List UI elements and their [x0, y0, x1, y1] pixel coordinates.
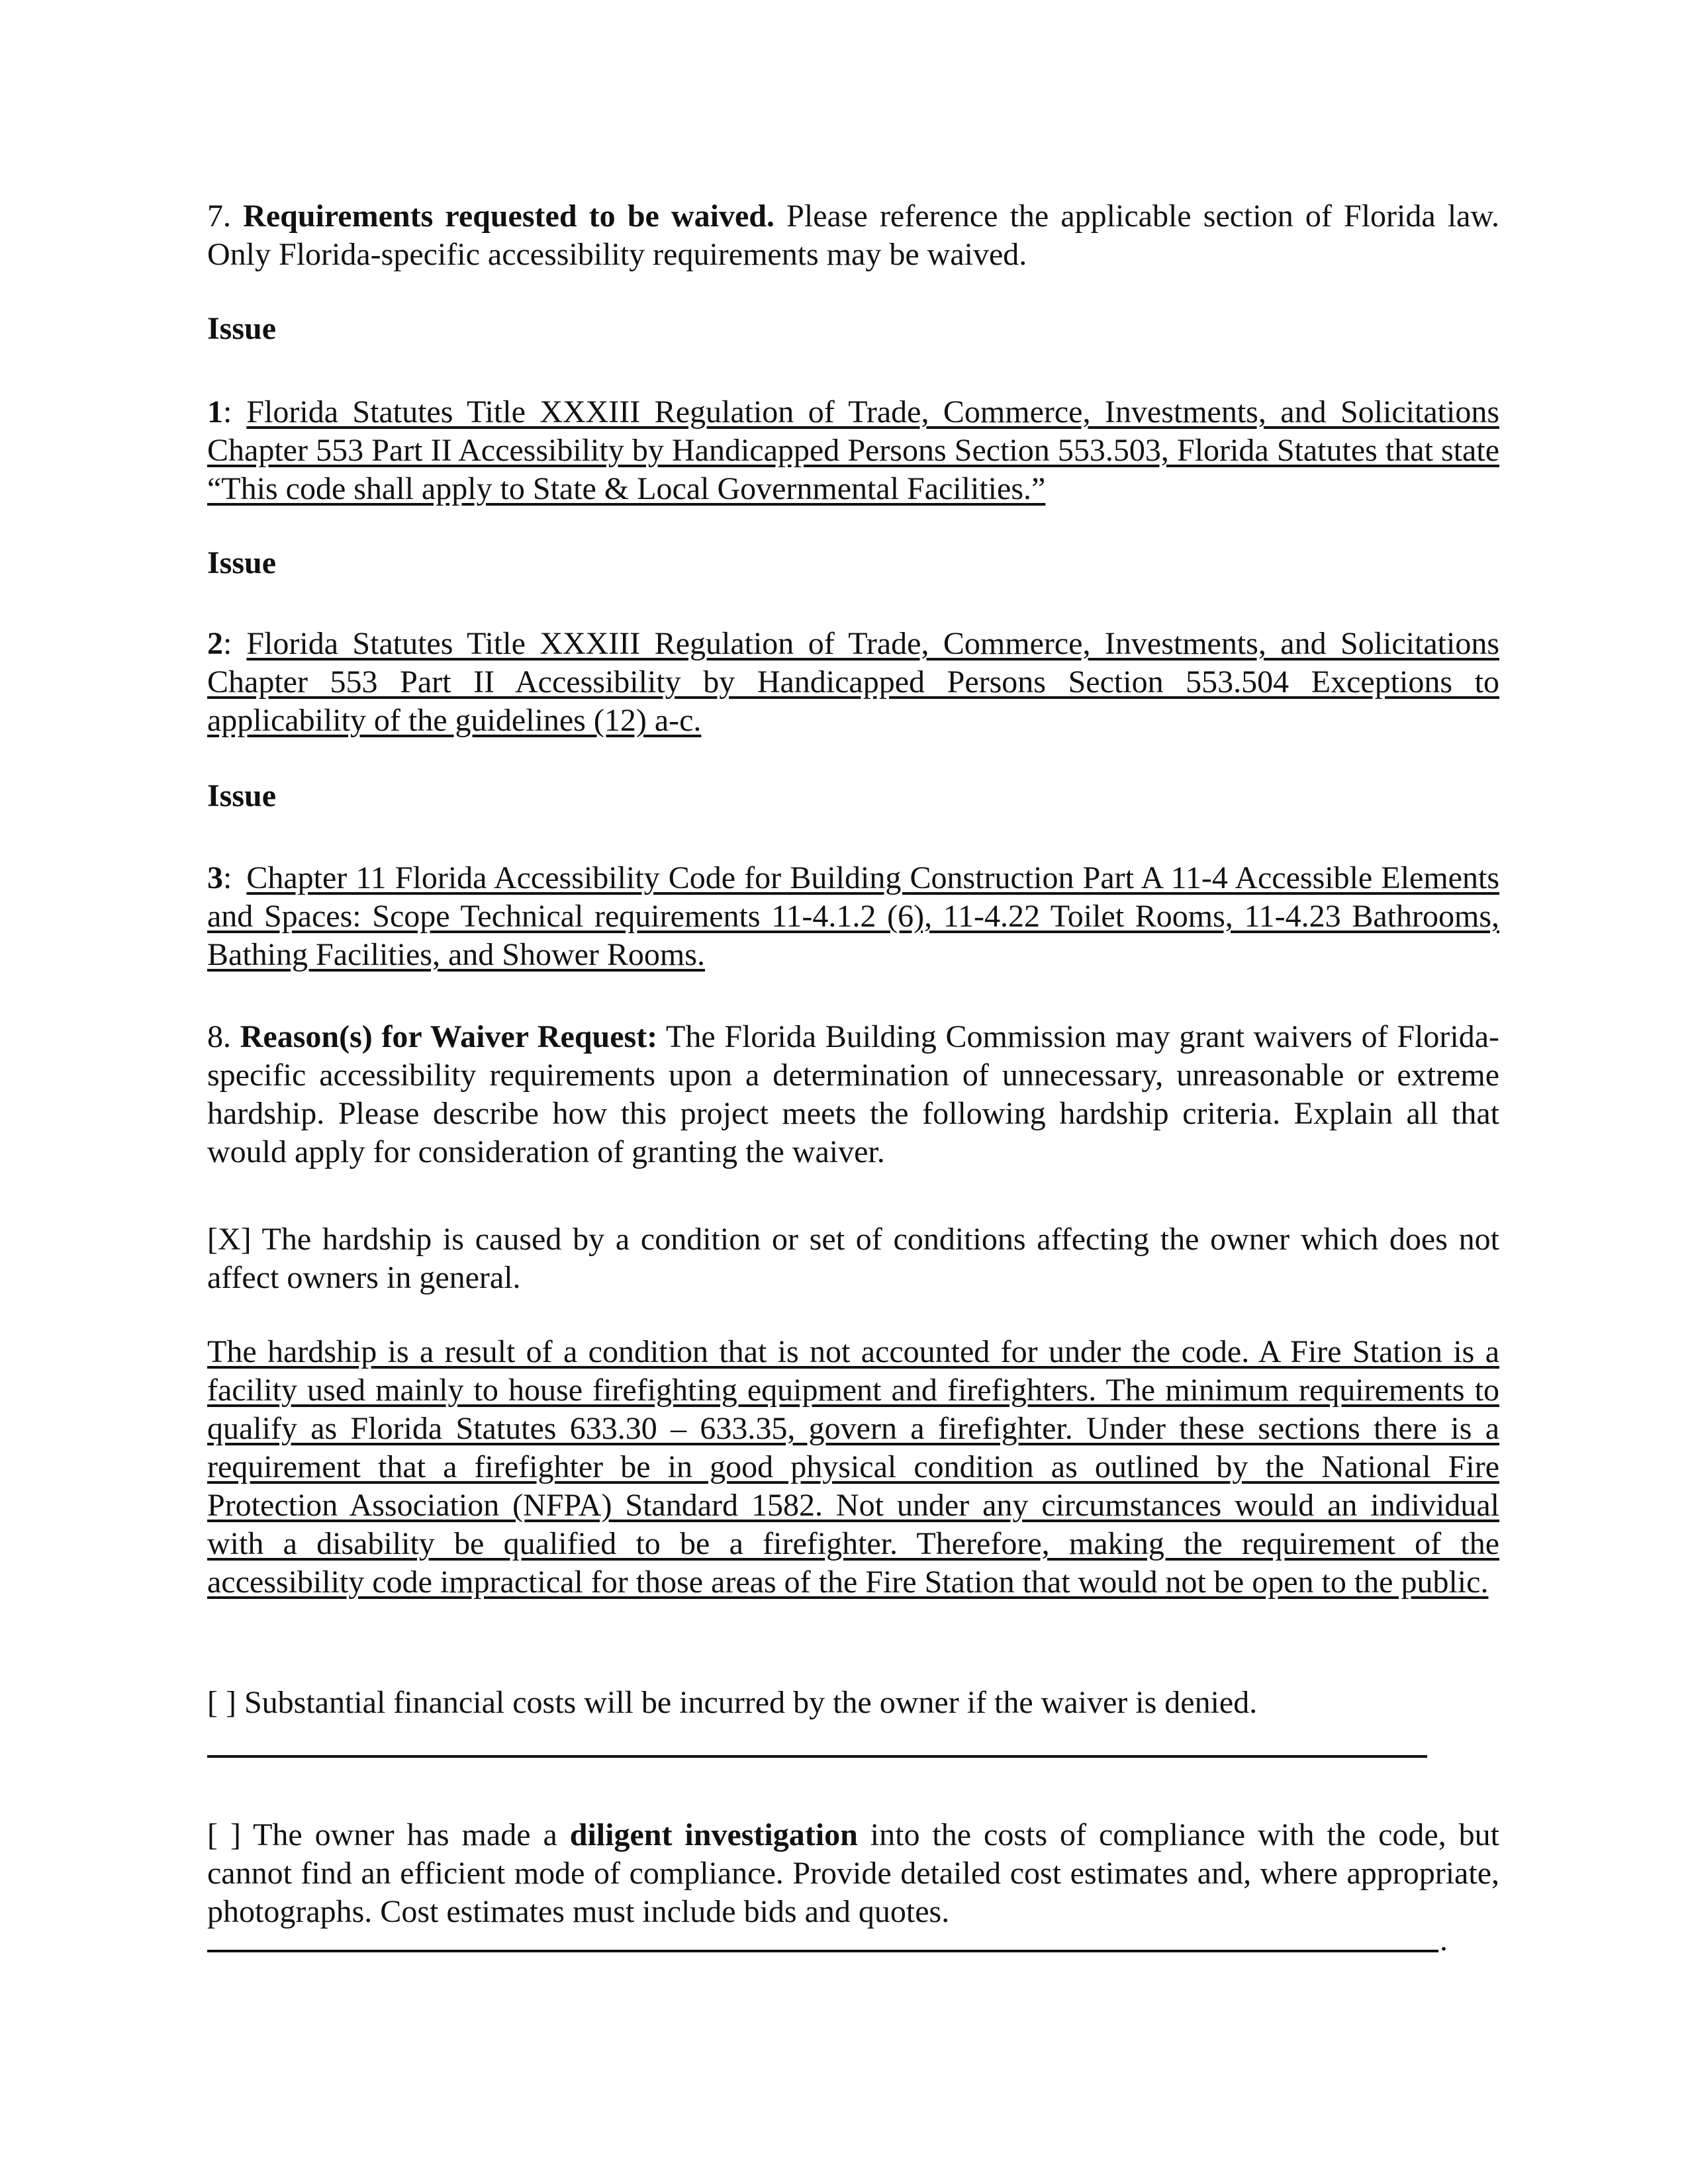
criterion-3-response-line[interactable]	[207, 1950, 1438, 1952]
issue-2-number: 2	[207, 626, 223, 661]
issue-3-separator: :	[223, 860, 232, 895]
issue-2-label: Issue	[207, 545, 277, 580]
criterion-1-text: The hardship is caused by a condition or set of conditions affecting the owner which does not affect owners in general.	[207, 1222, 1499, 1295]
criterion-2-checkbox[interactable]: [ ]	[207, 1685, 236, 1720]
criterion-1-response-text: The hardship is a result of a condition that is not accounted for under the code. A Fire Station is a facility used mainly to house firefighting equipment and firefighters. The minimum requirements to qualify as Florida Statutes 633.30 – 633.35, govern a firefighter. Under these sections there is a requirement that a firefighter be in good physical condition as outlined by the National Fire Protection Association (NFPA) Standard 1582. Not under any circumstances would an individual with a disability be qualified to be a firefighter. Therefore, making the requirement of the accessibility code impractical for those areas of the Fire Station that would not be open to the public.	[207, 1334, 1499, 1600]
issue-1-text: Florida Statutes Title XXXIII Regulation of Trade, Commerce, Investments, and Solicitations Chapter 553 Part II Accessibility by Handicapped Persons Section 553.503, Florida Statutes that state “This code shall apply to State & Local Governmental Facilities.”	[207, 394, 1499, 506]
issue-2-separator: :	[223, 626, 232, 661]
issue-1-number: 1	[207, 394, 223, 430]
criterion-3-text-bold: diligent investigation	[569, 1817, 858, 1852]
criterion-2-paragraph	[207, 1684, 1499, 1722]
criterion-1-response	[207, 1333, 1499, 1602]
section-7-heading: Requirements requested to be waived.	[243, 199, 774, 234]
section-8-text: The Florida Building Commission may grant waivers of Florida-specific accessibility requirements upon a determination of unnecessary, unreasonable or extreme hardship. Please describe how this project meets the following hardship criteria. Explain all that would apply for consideration of granting the waiver.	[207, 1019, 1500, 1169]
criterion-1-checkbox[interactable]: [X]	[207, 1222, 252, 1257]
criterion-3-text-before: The owner has made a	[253, 1817, 557, 1852]
section-7-number: 7.	[207, 199, 231, 234]
section-7-paragraph	[207, 197, 1499, 274]
criterion-3-text-after: into the costs of compliance with the code, but cannot find an efficient mode of compliance. Provide detailed cost estimates and, where appropriate, photographs. Cost estimates must include bids and quotes.	[207, 1817, 1500, 1929]
criterion-2-response-line[interactable]	[207, 1755, 1427, 1758]
issue-3-number: 3	[207, 860, 223, 895]
section-8-heading: Reason(s) for Waiver Request:	[240, 1019, 658, 1054]
issue-1-separator: :	[223, 394, 232, 430]
criterion-3-paragraph	[207, 1816, 1499, 1931]
criterion-3-trailing-period: .	[1440, 1923, 1448, 1958]
section-8-number: 8.	[207, 1019, 231, 1054]
section-7-text: Please reference the applicable section of Florida law. Only Florida-specific accessibility requirements may be waived.	[207, 199, 1500, 272]
issue-1-label: Issue	[207, 311, 277, 346]
issue-3-text: Chapter 11 Florida Accessibility Code for Building Construction Part A 11-4 Accessible Elements and Spaces: Scope Technical requirements 11-4.1.2 (6), 11-4.22 Toilet Rooms, 11-4.23 Bathrooms, Bathing Facilities, and Shower Rooms.	[207, 860, 1499, 972]
issue-3-paragraph	[207, 859, 1499, 974]
criterion-1-paragraph	[207, 1220, 1499, 1297]
issue-2-text: Florida Statutes Title XXXIII Regulation of Trade, Commerce, Investments, and Solicitations Chapter 553 Part II Accessibility by Handicapped Persons Section 553.504 Exceptions to applicability of the guidelines (12) a-c.	[207, 626, 1499, 738]
issue-2-paragraph	[207, 625, 1499, 740]
issue-1-paragraph	[207, 393, 1499, 508]
section-8-paragraph	[207, 1018, 1499, 1171]
issue-3-label: Issue	[207, 778, 277, 813]
criterion-2-text: Substantial financial costs will be incurred by the owner if the waiver is denied.	[244, 1685, 1258, 1720]
criterion-3-checkbox[interactable]: [ ]	[207, 1817, 241, 1852]
